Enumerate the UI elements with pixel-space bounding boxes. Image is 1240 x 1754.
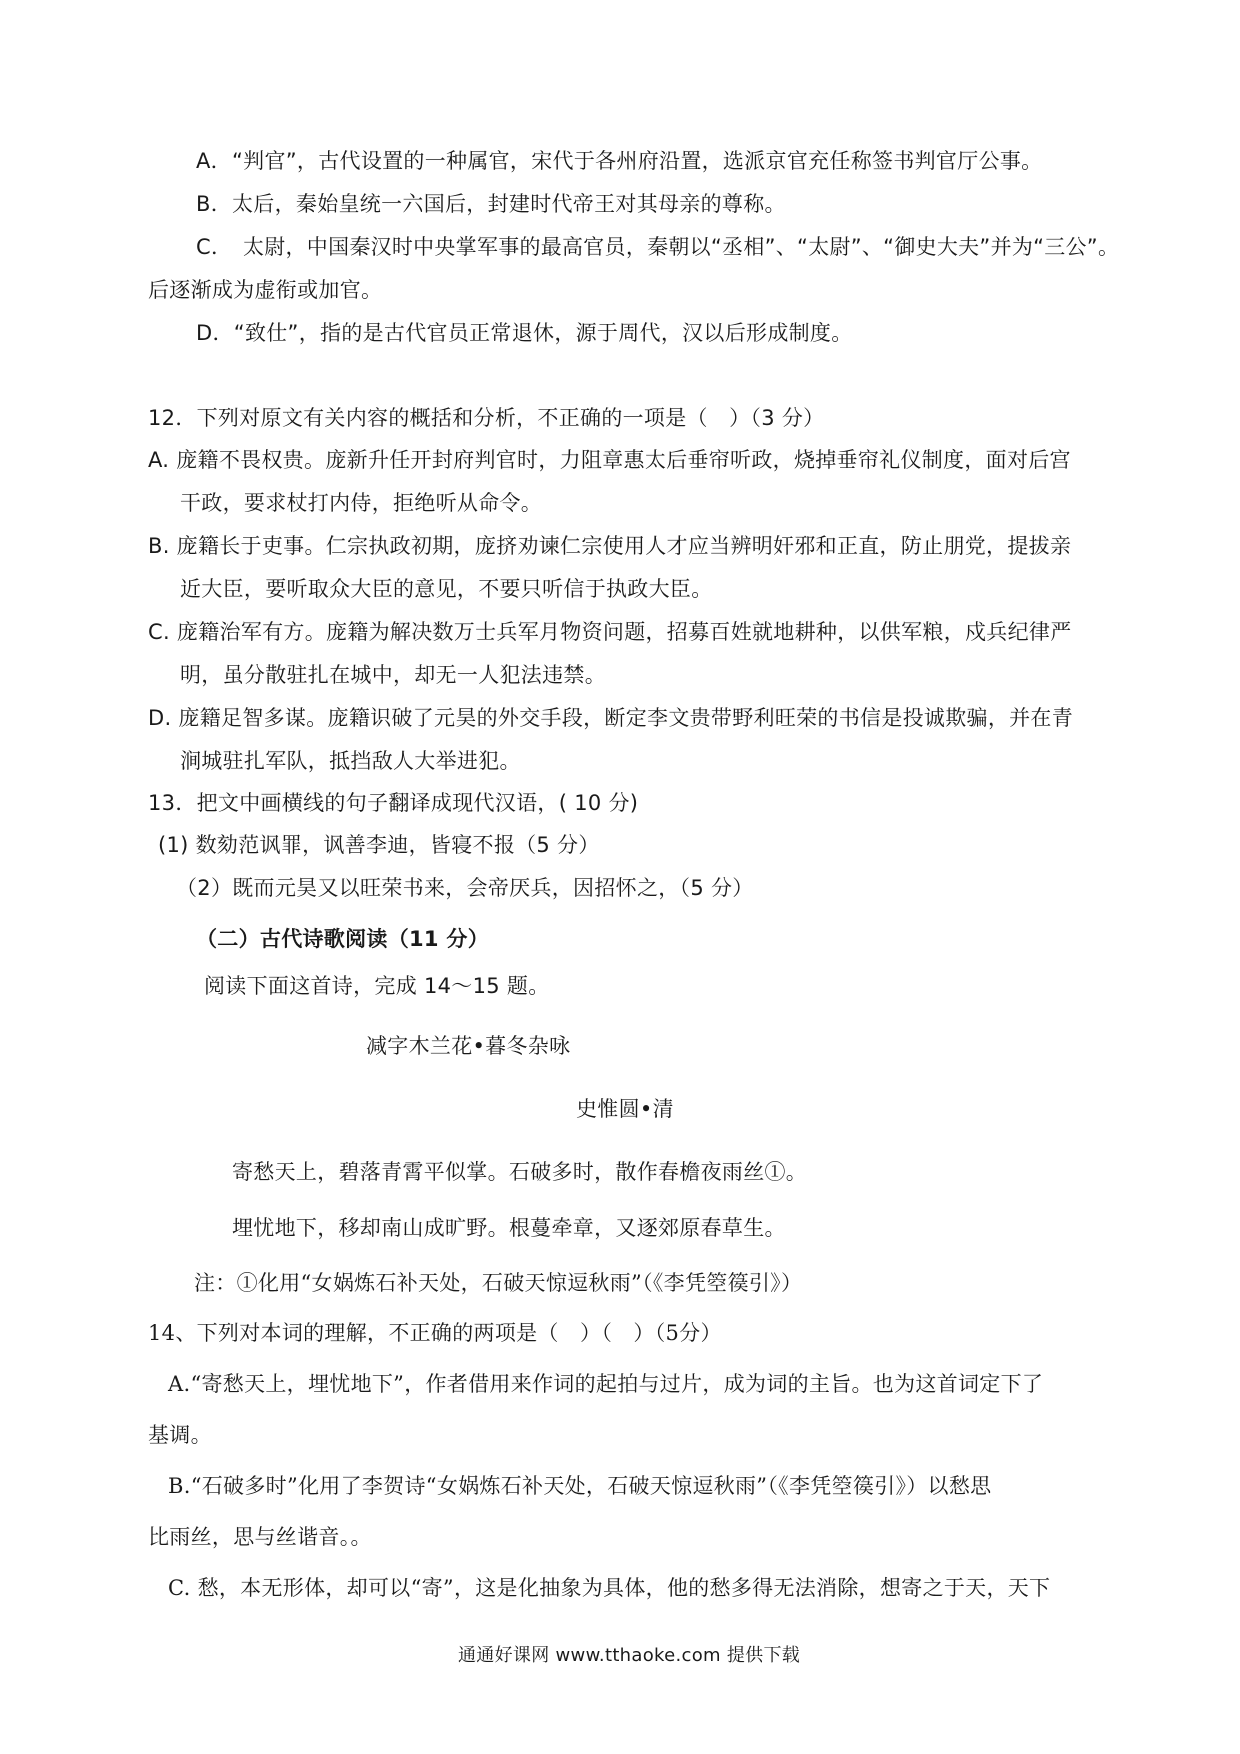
q12-option-d: D. 庞籍足智多谋。庞籍识破了元昊的外交手段，断定李文贵带野利旺荣的书信是投诚欺骗，并在青	[148, 706, 1074, 730]
q11-option-c: C． 太尉，中国秦汉时中央掌军事的最高官员，秦朝以“丞相”、“太尉”、“御史大夫”并为“三公”。	[196, 235, 1120, 259]
q14-option-b: B.“石破多时”化用了李贺诗“女娲炼石补天处，石破天惊逗秋雨”（《李凭箜篌引》）以愁思	[168, 1474, 992, 1498]
q11-option-c-continued: 后逐渐成为虚衔或加官。	[148, 278, 383, 302]
q12-option-a-continued: 干政，要求杖打内侍，拒绝听从命令。	[180, 491, 543, 515]
poem-author: 史惟圆•清	[576, 1097, 674, 1121]
poem-title: 减字木兰花•暮冬杂咏	[366, 1034, 571, 1058]
q11-option-b: B．太后，秦始皇统一六国后，封建时代帝王对其母亲的尊称。	[196, 192, 786, 216]
q13-item-2: （2）既而元昊又以旺荣书来，会帝厌兵，因招怀之，（5 分）	[176, 876, 754, 900]
q12-option-c: C. 庞籍治军有方。庞籍为解决数万士兵军月物资问题，招募百姓就地耕种，以供军粮，戍兵纪律严	[148, 620, 1072, 644]
poem-line-1: 寄愁天上，碧落青霄平似掌。石破多时，散作春檐夜雨丝①。	[232, 1160, 808, 1184]
poem-note: 注：①化用“女娲炼石补天处，石破天惊逗秋雨”（《李凭箜篌引》）	[194, 1271, 803, 1295]
q12-option-d-continued: 涧城驻扎军队，抵挡敌人大举进犯。	[180, 749, 521, 773]
q12-option-a: A. 庞籍不畏权贵。庞新升任开封府判官时，力阻章惠太后垂帘听政，烧掉垂帘礼仪制度，面对后宫	[148, 448, 1071, 472]
q11-option-d: D．“致仕”，指的是古代官员正常退休，源于周代，汉以后形成制度。	[196, 321, 853, 345]
q12-option-c-continued: 明，虽分散驻扎在城中，却无一人犯法违禁。	[180, 663, 606, 687]
poem-line-2: 埋忧地下，移却南山成旷野。根蔓牵章，又逐郊原春草生。	[232, 1216, 786, 1240]
q11-option-a: A．“判官”，古代设置的一种属官，宋代于各州府沿置，选派京官充任称签书判官厅公事。	[196, 149, 1043, 173]
q13-stem: 13．把文中画横线的句子翻译成现代汉语，( 10 分)	[148, 791, 639, 815]
q12-option-b: B. 庞籍长于吏事。仁宗执政初期，庞挤劝谏仁宗使用人才应当辨明奸邪和正直，防止朋党，提拔亲	[148, 534, 1072, 558]
q12-option-b-continued: 近大臣，要听取众大臣的意见，不要只听信于执政大臣。	[180, 577, 713, 601]
q14-option-c: C. 愁，本无形体，却可以“寄”，这是化抽象为具体，他的愁多得无法消除，想寄之于天，天下	[168, 1576, 1051, 1600]
q14-option-a: A.“寄愁天上，埋忧地下”，作者借用来作词的起拍与过片，成为词的主旨。也为这首词定下了	[168, 1372, 1044, 1396]
section-instruction: 阅读下面这首诗，完成 14～15 题。	[204, 974, 550, 998]
section-heading: （二）古代诗歌阅读（11 分）	[196, 927, 490, 951]
q13-item-1: (1) 数劾范讽罪，讽善李迪，皆寝不报（5 分）	[158, 833, 600, 857]
q14-stem: 14、下列对本词的理解，不正确的两项是（ ）（ ）（5分）	[148, 1321, 722, 1345]
q14-option-b-continued: 比雨丝，思与丝谐音。。	[148, 1525, 372, 1549]
page-footer: 通通好课网 www.tthaoke.com 提供下载	[458, 1645, 801, 1666]
q12-stem: 12．下列对原文有关内容的概括和分析，不正确的一项是（ ）（3 分）	[148, 406, 825, 430]
q14-option-a-continued: 基调。	[148, 1423, 212, 1447]
